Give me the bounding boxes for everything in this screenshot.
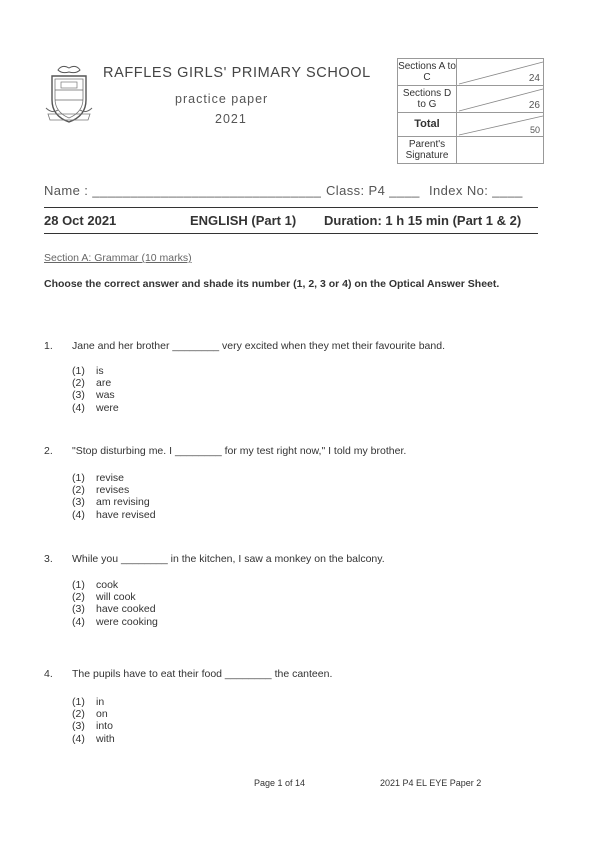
option: (3) have cooked	[72, 603, 156, 616]
option: (2) on	[72, 708, 108, 721]
score-label-total: Total	[398, 113, 457, 137]
subject-title: ENGLISH (Part 1)	[190, 213, 297, 228]
option: (4) were	[72, 401, 119, 414]
question-number: 4.	[44, 668, 53, 680]
question-stem: The pupils have to eat their food ________ the canteen.	[72, 668, 333, 680]
option: (2) will cook	[72, 591, 136, 604]
index-field[interactable]: Index No: ____	[429, 183, 523, 198]
question-stem: "Stop disturbing me. I ________ for my test right now," I told my brother.	[72, 445, 407, 457]
score-label-sections-d-g: Sections D to G	[398, 86, 457, 113]
section-instructions: Choose the correct answer and shade its number (1, 2, 3 or 4) on the Optical Answer Sheet.	[44, 278, 500, 290]
score-max-sections-a-c: 24	[528, 72, 540, 84]
divider-top	[44, 207, 538, 208]
question-number: 1.	[44, 340, 53, 352]
option: (1) revise	[72, 472, 125, 484]
option: (4) were cooking	[72, 615, 158, 628]
score-max-sections-d-g: 26	[528, 99, 540, 111]
section-title: Section A: Grammar (10 marks)	[44, 252, 192, 264]
option: (4) have revised	[72, 508, 156, 521]
school-name: RAFFLES GIRLS' PRIMARY SCHOOL	[103, 65, 371, 81]
option: (1) is	[72, 365, 104, 377]
paper-year: 2021	[215, 112, 247, 126]
option: (3) was	[72, 389, 115, 402]
options-list	[72, 579, 158, 628]
name-field[interactable]: Name : ______________________________	[44, 183, 322, 198]
options-list	[72, 696, 115, 745]
question-number: 3.	[44, 553, 53, 565]
paper-code: 2021 P4 EL EYE Paper 2	[380, 778, 482, 788]
question-number: 2.	[44, 445, 53, 457]
option: (1) in	[72, 696, 105, 708]
paper-name: practice paper	[175, 92, 269, 106]
parent-signature-field[interactable]	[457, 137, 544, 164]
exam-duration: Duration: 1 h 15 min (Part 1 & 2)	[324, 213, 522, 228]
score-cell-sections-d-g	[457, 86, 544, 113]
score-label-parent-signature: Parent's Signature	[398, 137, 457, 164]
options-list	[72, 472, 156, 521]
question-stem: Jane and her brother ________ very excited when they met their favourite band.	[72, 340, 445, 352]
divider-bottom	[44, 233, 538, 234]
score-cell-total	[457, 113, 544, 137]
score-label-sections-a-c: Sections A to C	[398, 59, 457, 86]
option: (1) cook	[72, 579, 119, 591]
option: (3) into	[72, 720, 113, 733]
option: (2) are	[72, 377, 112, 390]
score-cell-sections-a-c	[457, 59, 544, 86]
school-crest-logo	[44, 64, 94, 126]
question-stem: While you ________ in the kitchen, I saw a monkey on the balcony.	[72, 553, 385, 565]
exam-date: 28 Oct 2021	[44, 213, 117, 228]
page-number: Page 1 of 14	[254, 778, 306, 788]
score-max-total: 50	[529, 125, 540, 135]
score-box	[397, 58, 544, 164]
options-list	[72, 365, 119, 414]
option: (3) am revising	[72, 496, 150, 509]
option: (4) with	[72, 732, 115, 745]
class-field[interactable]: Class: P4 ____	[326, 183, 420, 198]
option: (2) revises	[72, 484, 130, 497]
